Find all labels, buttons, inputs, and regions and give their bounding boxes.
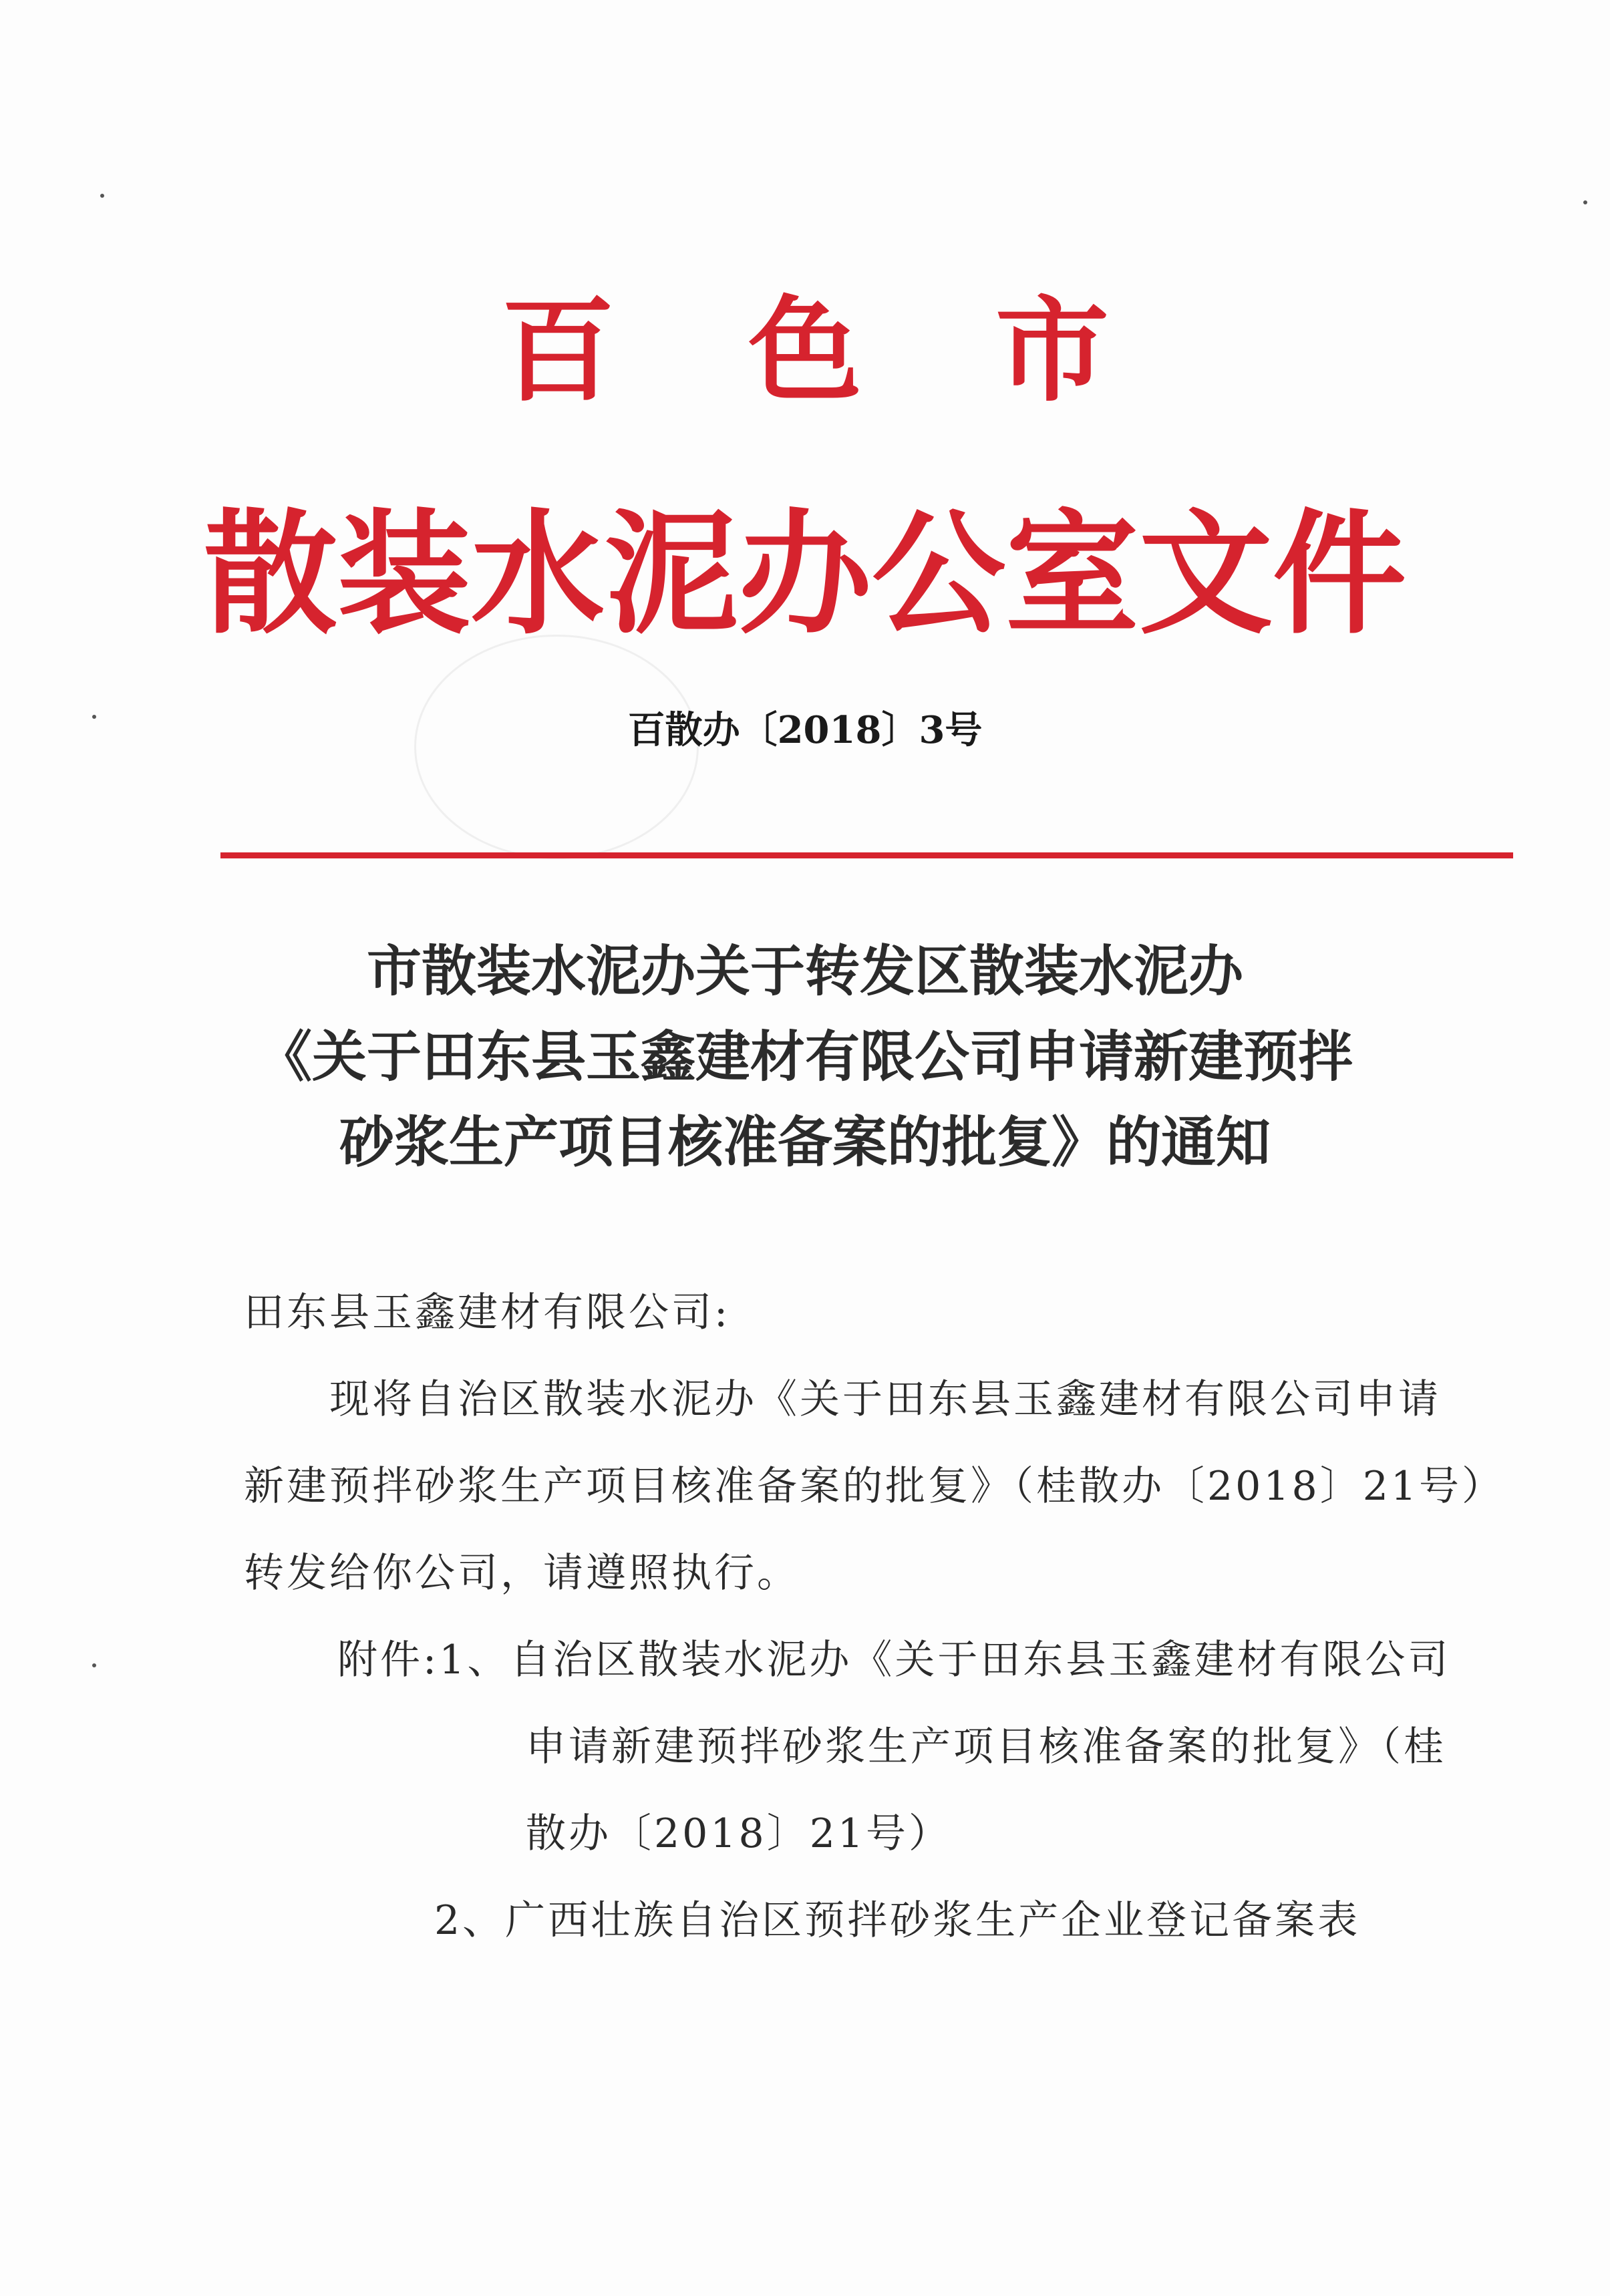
- attachment-item-1: [337, 1617, 1450, 1703]
- notice-title-line: 市散装水泥办关于转发区散装水泥办: [366, 939, 1243, 1003]
- header-title: 散装水泥办公室文件: [203, 496, 1406, 653]
- notice-title-line: 《关于田东县玉鑫建材有限公司申请新建预拌: [257, 1025, 1353, 1089]
- header-city: 百色市: [500, 284, 1243, 418]
- attachment-item-1-cont: 散办〔2018〕21号）: [526, 1810, 952, 1857]
- scan-speck: [92, 1663, 96, 1667]
- attachments-label: 附件:: [337, 1637, 440, 1683]
- attachment-text: 1、自治区散装水泥办《关于田东县玉鑫建材有限公司: [439, 1637, 1451, 1683]
- paragraph-line: 转发给你公司，请遵照执行。: [244, 1550, 800, 1597]
- attachment-item-1-cont: 申请新建预拌砂浆生产项目核准备案的批复》（桂: [526, 1724, 1446, 1770]
- scan-speck: [92, 715, 96, 719]
- scan-speck: [1583, 200, 1587, 204]
- notice-title: [0, 929, 1610, 1185]
- scan-speck: [100, 194, 104, 198]
- salutation: 田东县玉鑫建材有限公司:: [244, 1289, 731, 1336]
- attachments-list: [337, 1617, 1450, 1877]
- paragraph-line: 新建预拌砂浆生产项目核准备案的批复》（桂散办〔2018〕21号）: [244, 1463, 1505, 1510]
- paragraph-line: 现将自治区散装水泥办《关于田东县玉鑫建材有限公司申请: [244, 1376, 1441, 1423]
- document-number: 百散办〔2018〕3号: [627, 708, 983, 752]
- notice-title-line: 砂浆生产项目核准备案的批复》的通知: [339, 1110, 1271, 1174]
- attachment-item-2: 2、广西壮族自治区预拌砂浆生产企业登记备案表: [434, 1897, 1361, 1944]
- red-divider-line: [220, 852, 1513, 858]
- body-paragraph: [244, 1356, 1505, 1617]
